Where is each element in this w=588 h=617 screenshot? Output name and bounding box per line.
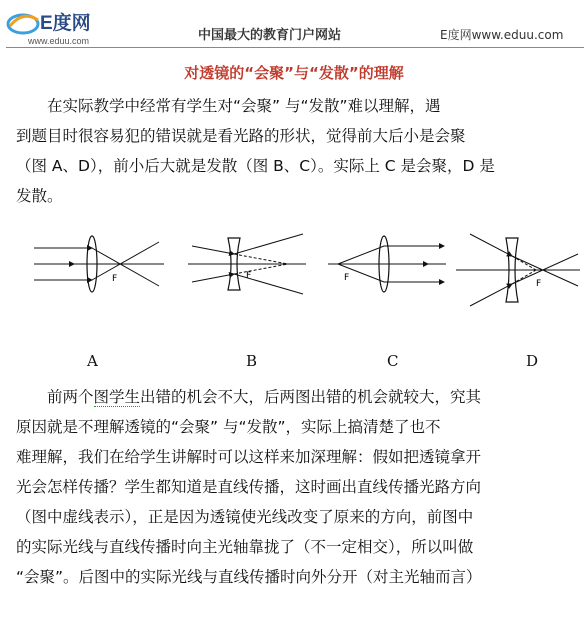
diagram-label-b: B bbox=[246, 352, 258, 370]
site-tagline: 中国最大的教育门户网站 bbox=[198, 28, 342, 43]
paragraph-2 bbox=[16, 382, 574, 592]
paragraph-2-text: 前两个 bbox=[47, 388, 94, 406]
logo-url: www.eduu.com bbox=[28, 36, 90, 46]
lens-diagrams bbox=[0, 224, 588, 354]
focus-label: F bbox=[112, 274, 118, 284]
paragraph-2-line: 原因就是不理解透镜的“会聚” 与“发散”，实际上搞清楚了也不 bbox=[16, 418, 441, 436]
paragraph-2-line: 的实际光线与直线传播时向主光轴靠拢了（不一定相交），所以叫做 bbox=[16, 538, 474, 556]
diagram-labels bbox=[0, 352, 588, 374]
logo-text: E度网 bbox=[40, 13, 91, 34]
diagram-label-d: D bbox=[526, 352, 539, 370]
paragraph-2-line: 难理解，我们在给学生讲解时可以这样来加深理解：假如把透镜拿开 bbox=[16, 448, 482, 466]
diagram-b-concave bbox=[188, 224, 308, 304]
paragraph-2-line: “会聚”。后图中的实际光线与直线传播时向外分开（对主光轴而言） bbox=[16, 568, 482, 586]
paragraph-2-text: 出错的机会不大，后两图出错的机会就较大，究其 bbox=[140, 388, 482, 406]
header-divider bbox=[6, 47, 584, 48]
paragraph-1-line: （图 A、D），前小后大就是发散（图 B、C）。实际上 C 是会聚，D 是 bbox=[16, 157, 495, 175]
diagram-label-a: A bbox=[87, 352, 98, 370]
focus-label: F bbox=[344, 273, 350, 283]
diagram-label-c: C bbox=[387, 352, 399, 370]
site-header bbox=[0, 0, 588, 50]
paragraph-2-line: （图中虚线表示），正是因为透镜使光线改变了原来的方向，前图中 bbox=[16, 508, 474, 526]
focus-label: F bbox=[536, 279, 542, 289]
article-title: 对透镜的“会聚”与“发散”的理解 bbox=[184, 64, 404, 82]
diagram-a-convex-converging bbox=[34, 224, 164, 304]
logo-swoosh-icon bbox=[6, 6, 40, 38]
paragraph-1-line: 在实际教学中经常有学生对“会聚” 与“发散”难以理解，遇 bbox=[47, 97, 441, 115]
paragraph-1-line: 到题目时很容易犯的错误就是看光路的形状，觉得前大后小是会聚 bbox=[16, 127, 466, 145]
site-logo[interactable] bbox=[6, 6, 126, 46]
grammar-underline: 图学生 bbox=[93, 388, 141, 406]
focus-label: F bbox=[246, 271, 252, 281]
diagram-d-concave bbox=[456, 224, 582, 314]
diagram-c-convex bbox=[328, 224, 448, 304]
paragraph-1-line: 发散。 bbox=[16, 187, 63, 205]
site-url-link[interactable]: E度网www.eduu.com bbox=[440, 28, 564, 42]
paragraph-2-line: 光会怎样传播？学生都知道是直线传播，这时画出直线传播光路方向 bbox=[16, 478, 482, 496]
paragraph-1 bbox=[16, 91, 574, 211]
paragraph-2-line bbox=[16, 382, 574, 412]
